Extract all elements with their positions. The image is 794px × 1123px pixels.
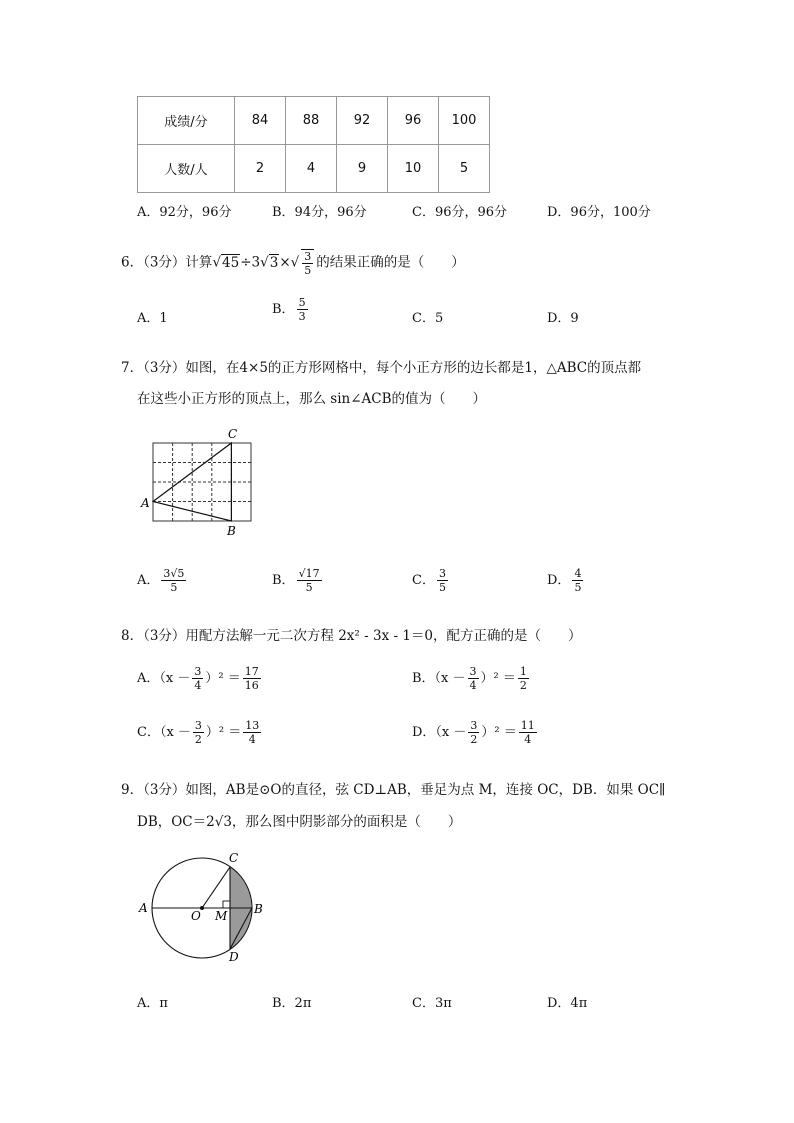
fraction-numerator: 3 <box>438 567 446 580</box>
option-fraction <box>519 719 537 746</box>
table-row <box>138 145 490 193</box>
q7-stem-line2: 在这些小正方形的顶点上，那么 sin∠ACB的值为（ ） <box>137 391 487 407</box>
fraction-numerator: 11 <box>520 719 535 732</box>
label-a: A <box>141 496 150 510</box>
q8-option-d[interactable] <box>412 719 539 746</box>
fraction-numerator: 3 <box>304 250 312 263</box>
q6-fraction <box>301 249 314 277</box>
table-cell: 成绩/分 <box>138 97 235 145</box>
fraction-numerator: 4 <box>574 567 582 580</box>
table-cell: 10 <box>388 145 439 193</box>
q6-div: ÷3 <box>240 254 261 271</box>
table-cell: 人数/人 <box>138 145 235 193</box>
fraction-denominator: 2 <box>519 679 527 692</box>
score-table <box>137 96 490 193</box>
label-d: D <box>229 950 239 964</box>
q7-stem-line1: 7．（3分）如图，在4×5的正方形网格中，每个小正方形的边长都是1，△ABC的顶点都 <box>121 360 642 376</box>
fraction-numerator: √17 <box>298 567 320 580</box>
fraction-denominator: 5 <box>574 581 582 594</box>
option-fraction <box>297 567 322 594</box>
table-cell: 84 <box>235 97 286 145</box>
table-cell: 5 <box>439 145 490 193</box>
q9-option-a[interactable]: A．π <box>137 996 168 1011</box>
option-mid: ）² ＝ <box>205 671 241 686</box>
option-label: D． <box>547 573 571 588</box>
q5-option-a[interactable]: A．92分，96分 <box>137 205 232 220</box>
q6-option-c[interactable]: C．5 <box>412 311 444 326</box>
fraction-numerator: 3√5 <box>163 567 185 580</box>
q6-radicand-45: 45 <box>222 254 240 271</box>
sqrt-sign: √ <box>260 254 269 271</box>
table-cell: 100 <box>439 97 490 145</box>
q5-option-d[interactable]: D．96分，100分 <box>547 205 651 220</box>
option-label: C． <box>412 573 435 588</box>
option-fraction <box>468 665 479 692</box>
q9-circle-figure <box>133 848 273 966</box>
option-fraction <box>468 719 479 746</box>
q6-radicand-3: 3 <box>269 254 279 271</box>
label-b: B <box>254 902 263 916</box>
q8-option-a[interactable] <box>137 665 263 692</box>
fraction-denominator: 5 <box>170 581 178 594</box>
fraction-denominator: 4 <box>524 733 532 746</box>
segment-oc <box>202 867 230 908</box>
option-label: C．（x － <box>137 725 191 740</box>
option-label: D．（x － <box>412 725 467 740</box>
q5-option-b[interactable]: B．94分，96分 <box>272 205 367 220</box>
table-cell: 2 <box>235 145 286 193</box>
label-c: C <box>229 851 239 865</box>
option-fraction <box>161 567 186 594</box>
fraction-denominator: 16 <box>244 679 259 692</box>
option-mid: ）² ＝ <box>480 671 516 686</box>
q7-grid-figure <box>135 425 265 540</box>
q6-option-b[interactable] <box>272 296 310 323</box>
q9-option-b[interactable]: B．2π <box>272 996 312 1011</box>
q7-option-a[interactable] <box>137 567 188 594</box>
fraction-denominator: 2 <box>194 733 202 746</box>
q9-stem-line1: 9．（3分）如图，AB是⊙O的直径，弦 CD⊥AB，垂足为点 M，连接 OC，DB．如果 OC∥ <box>121 782 666 798</box>
option-fraction <box>243 665 261 692</box>
option-fraction <box>192 665 203 692</box>
q6-stem <box>121 249 465 277</box>
q6-times: × <box>279 254 291 271</box>
sqrt-sign: √ <box>212 254 222 271</box>
option-mid: ）² ＝ <box>481 725 517 740</box>
q6-option-d[interactable]: D．9 <box>547 311 579 326</box>
q9-stem-line2: DB，OC＝2√3，那么图中阴影部分的面积是（ ） <box>137 814 462 830</box>
label-c: C <box>228 427 238 441</box>
fraction-numerator: 3 <box>470 719 478 732</box>
table-cell: 88 <box>286 97 337 145</box>
fraction-denominator: 3 <box>298 310 306 323</box>
q7-option-c[interactable] <box>412 567 450 594</box>
fraction-numerator: 3 <box>469 665 477 678</box>
fraction-denominator: 4 <box>469 679 477 692</box>
q6-option-a[interactable]: A．1 <box>137 311 168 326</box>
option-fraction <box>193 719 204 746</box>
q7-option-b[interactable] <box>272 567 324 594</box>
table-cell: 92 <box>337 97 388 145</box>
option-fraction <box>572 567 583 594</box>
sqrt-sign: √ <box>290 254 300 271</box>
grid-lines <box>153 443 251 521</box>
fraction-denominator: 5 <box>305 581 313 594</box>
fraction-numerator: 5 <box>298 296 306 309</box>
right-angle-mark <box>223 901 230 908</box>
q6-prefix: 6．（3分）计算 <box>121 254 213 271</box>
fraction-denominator: 5 <box>304 264 312 277</box>
fraction-numerator: 3 <box>194 719 202 732</box>
option-label: B．（x － <box>412 671 466 686</box>
fraction-numerator: 13 <box>245 719 260 732</box>
table-cell: 9 <box>337 145 388 193</box>
option-label: B． <box>272 302 295 317</box>
label-m: M <box>215 909 228 923</box>
option-mid: ）² ＝ <box>205 725 242 740</box>
fraction-denominator: 4 <box>194 679 202 692</box>
q5-option-c[interactable]: C．96分，96分 <box>412 205 508 220</box>
label-o: O <box>191 909 201 923</box>
option-label: A．（x － <box>137 671 191 686</box>
fraction-denominator: 4 <box>248 733 256 746</box>
q8-option-b[interactable] <box>412 665 531 692</box>
q7-option-d[interactable] <box>547 567 585 594</box>
option-label: B． <box>272 573 295 588</box>
fraction-denominator: 2 <box>470 733 478 746</box>
label-b: B <box>227 524 236 538</box>
table-row <box>138 97 490 145</box>
grid-border <box>153 443 251 521</box>
fraction-denominator: 5 <box>438 581 446 594</box>
q6-suffix: 的结果正确的是（ ） <box>316 254 465 271</box>
option-label: A． <box>137 573 160 588</box>
q9-option-c[interactable]: C．3π <box>412 996 452 1011</box>
fraction-numerator: 3 <box>194 665 202 678</box>
table-cell: 96 <box>388 97 439 145</box>
q8-option-c[interactable] <box>137 719 263 746</box>
option-fraction <box>243 719 261 746</box>
table-cell: 4 <box>286 145 337 193</box>
fraction-numerator: 1 <box>519 665 527 678</box>
option-fraction <box>297 296 308 323</box>
fraction-numerator: 17 <box>244 665 259 678</box>
q9-option-d[interactable]: D．4π <box>547 996 588 1011</box>
q8-stem: 8．（3分）用配方法解一元二次方程 2x² - 3x - 1＝0，配方正确的是（ ） <box>121 628 582 644</box>
label-a: A <box>139 901 148 915</box>
option-fraction <box>518 665 529 692</box>
option-fraction <box>437 567 448 594</box>
